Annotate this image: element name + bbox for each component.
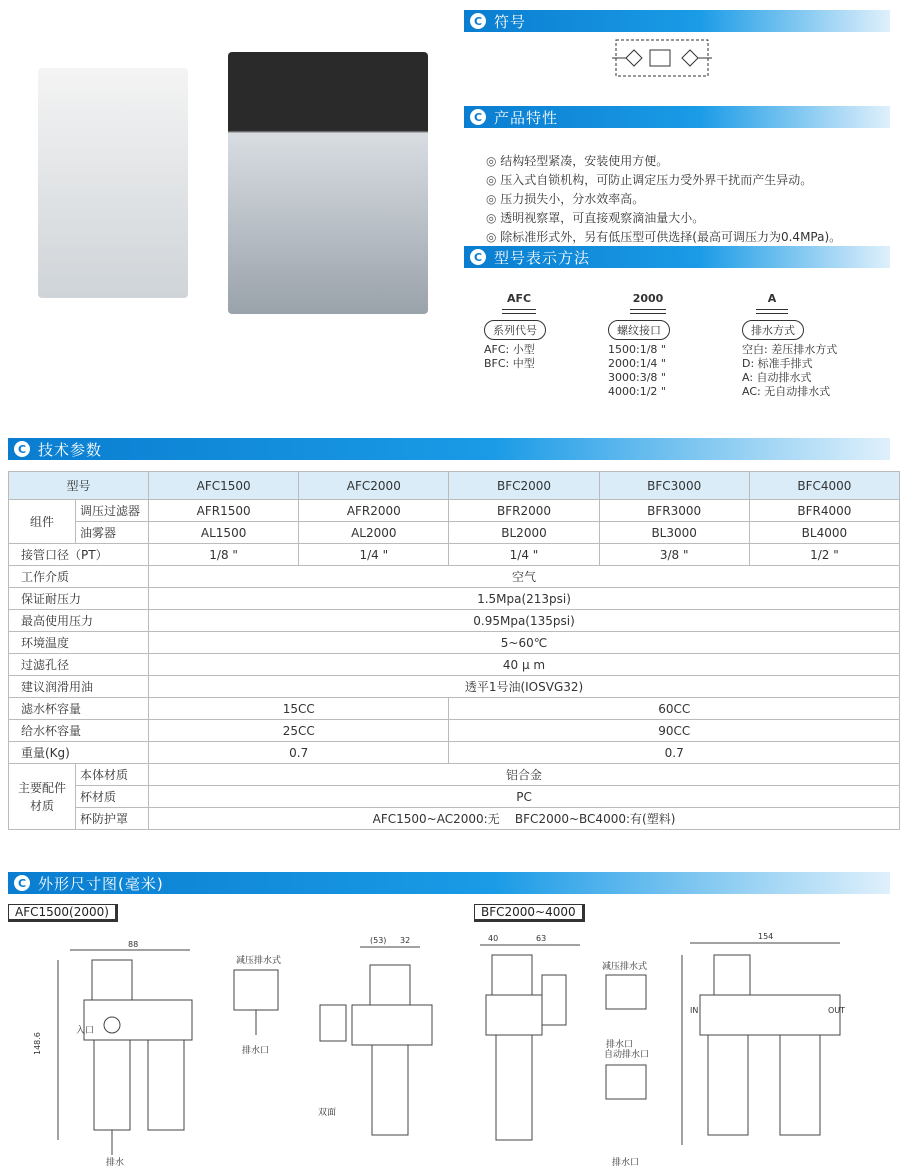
- svg-text:154: 154: [758, 932, 774, 941]
- row-label: 过滤孔径: [9, 654, 149, 676]
- row-sublabel: 调压过滤器: [75, 500, 148, 522]
- row-label: 建议润滑用油: [9, 676, 149, 698]
- cell: 0.7: [149, 742, 449, 764]
- model-option: D: 标准手排式: [742, 357, 813, 370]
- row-label: [9, 764, 76, 830]
- cell: 1.5Mpa(213psi): [149, 588, 900, 610]
- model-option: BFC: 中型: [484, 357, 535, 370]
- row-label: 保证耐压力: [9, 588, 149, 610]
- header-cell: AFC2000: [299, 472, 449, 500]
- cell: BFR3000: [599, 500, 749, 522]
- cell: AFC1500~AC2000:无 BFC2000~BC4000:有(塑料): [149, 808, 900, 830]
- svg-text:减压排水式: 减压排水式: [602, 962, 648, 972]
- row-label: 接管口径（PT）: [9, 544, 149, 566]
- model-code: A: [767, 292, 777, 305]
- section-header-symbol: [464, 10, 890, 32]
- row-label: 工作介质: [9, 566, 149, 588]
- section-c-icon: C: [470, 109, 486, 125]
- model-code: 2000: [632, 292, 664, 305]
- table-row: [9, 544, 900, 566]
- cell: 1/2 ": [749, 544, 899, 566]
- row-label: 最高使用压力: [9, 610, 149, 632]
- row-sublabel: 杯材质: [75, 786, 148, 808]
- feature-item: ◎ 压力损失小，分水效率高。: [486, 190, 841, 209]
- model-option: 3000:3/8 ": [608, 371, 666, 384]
- svg-text:40: 40: [488, 934, 499, 943]
- product-photo-large-unit: [228, 52, 428, 314]
- table-row: [9, 764, 900, 786]
- label-line: 材质: [29, 798, 54, 813]
- cell: AFR1500: [149, 500, 299, 522]
- cell: 5~60℃: [149, 632, 900, 654]
- cell: BL2000: [449, 522, 599, 544]
- svg-text:OUT: OUT: [828, 1006, 846, 1015]
- section-c-icon: C: [470, 13, 486, 29]
- cell: AFR2000: [299, 500, 449, 522]
- table-row: [9, 698, 900, 720]
- model-option: A: 自动排水式: [742, 371, 812, 384]
- model-option: 4000:1/2 ": [608, 385, 666, 398]
- svg-text:减压排水式: 减压排水式: [236, 956, 282, 966]
- model-option: AFC: 小型: [484, 343, 535, 356]
- model-option: AC: 无自动排水式: [742, 385, 831, 398]
- svg-text:排水口: 排水口: [606, 1040, 634, 1050]
- table-row: [9, 808, 900, 830]
- cell: 1/4 ": [449, 544, 599, 566]
- cell: BL3000: [599, 522, 749, 544]
- model-part-series: [484, 292, 554, 371]
- row-sublabel: 本体材质: [75, 764, 148, 786]
- model-part-label: 排水方式: [742, 320, 804, 340]
- svg-text:IN: IN: [690, 1006, 699, 1015]
- svg-text:(53): (53): [370, 936, 387, 945]
- header-cell: 型号: [9, 472, 149, 500]
- cell: 25CC: [149, 720, 449, 742]
- row-sublabel: 杯防护罩: [75, 808, 148, 830]
- header-cell: BFC4000: [749, 472, 899, 500]
- feature-item: ◎ 透明视察罩，可直接观察滴油量大小。: [486, 209, 841, 228]
- table-row: [9, 676, 900, 698]
- cell: BFR2000: [449, 500, 599, 522]
- dim-label-bfc: BFC2000~4000: [474, 904, 585, 922]
- section-header-dims: [8, 872, 890, 894]
- model-option: 空白: 差压排水方式: [742, 343, 838, 356]
- model-part-drain: [742, 292, 862, 399]
- model-part-label: 系列代号: [484, 320, 546, 340]
- cell: 15CC: [149, 698, 449, 720]
- model-part-label: 螺纹接口: [608, 320, 670, 340]
- cell: 0.95Mpa(135psi): [149, 610, 900, 632]
- section-title: 型号表示方法: [494, 248, 591, 267]
- header-cell: BFC3000: [599, 472, 749, 500]
- section-c-icon: C: [470, 249, 486, 265]
- svg-text:自动排水口: 自动排水口: [604, 1050, 650, 1060]
- table-row: [9, 610, 900, 632]
- cell: BFR4000: [749, 500, 899, 522]
- row-label: 给水杯容量: [9, 720, 149, 742]
- label-line: 主要配件: [17, 780, 66, 795]
- section-header-model: [464, 246, 890, 268]
- cell: 3/8 ": [599, 544, 749, 566]
- table-header-row: [9, 472, 900, 500]
- svg-text:排水口: 排水口: [612, 1158, 640, 1167]
- section-c-icon: C: [14, 875, 30, 891]
- row-sublabel: 油雾器: [75, 522, 148, 544]
- svg-text:排水口: 排水口: [242, 1046, 270, 1056]
- feature-item: ◎ 除标准形式外，另有低压型可供选择(最高可调压力为0.4MPa)。: [486, 228, 841, 247]
- table-row: [9, 786, 900, 808]
- dim-88: 88: [128, 940, 139, 949]
- pneumatic-symbol-diagram: [612, 36, 712, 80]
- tech-spec-table: [8, 471, 900, 830]
- dim-label-afc: AFC1500(2000): [8, 904, 118, 922]
- table-row: [9, 500, 900, 522]
- cell: 1/4 ": [299, 544, 449, 566]
- section-title: 外形尺寸图(毫米): [38, 874, 164, 893]
- cell: 1/8 ": [149, 544, 299, 566]
- row-label: 滤水杯容量: [9, 698, 149, 720]
- row-label: 环境温度: [9, 632, 149, 654]
- section-title: 产品特性: [494, 108, 559, 127]
- cell: BL4000: [749, 522, 899, 544]
- section-header-features: [464, 106, 890, 128]
- dimension-drawings: [0, 925, 900, 1167]
- cell: 透平1号油(IOSVG32): [149, 676, 900, 698]
- svg-text:63: 63: [536, 934, 547, 943]
- cell: 60CC: [449, 698, 900, 720]
- cell: 0.7: [449, 742, 900, 764]
- cell: PC: [149, 786, 900, 808]
- features-list: [486, 152, 841, 247]
- svg-text:双面: 双面: [318, 1108, 337, 1118]
- cell: AL1500: [149, 522, 299, 544]
- table-row: [9, 654, 900, 676]
- table-row: [9, 522, 900, 544]
- product-photo-small-unit: [38, 68, 188, 298]
- table-row: [9, 632, 900, 654]
- table-row: [9, 742, 900, 764]
- model-option: 2000:1/4 ": [608, 357, 666, 370]
- svg-text:32: 32: [400, 936, 411, 945]
- svg-text:148.6: 148.6: [33, 1032, 42, 1055]
- cell: 空气: [149, 566, 900, 588]
- table-row: [9, 588, 900, 610]
- row-label: 重量(Kg): [9, 742, 149, 764]
- table-row: [9, 720, 900, 742]
- feature-item: ◎ 结构轻型紧凑，安装使用方便。: [486, 152, 841, 171]
- model-option: 1500:1/8 ": [608, 343, 666, 356]
- section-c-icon: C: [14, 441, 30, 457]
- cell: 40 μ m: [149, 654, 900, 676]
- section-title: 符号: [494, 12, 527, 31]
- table-row: [9, 566, 900, 588]
- svg-text:入口: 入口: [76, 1026, 95, 1036]
- header-cell: BFC2000: [449, 472, 599, 500]
- section-header-tech: [8, 438, 890, 460]
- cell: AL2000: [299, 522, 449, 544]
- cell: 铝合金: [149, 764, 900, 786]
- header-cell: AFC1500: [149, 472, 299, 500]
- feature-item: ◎ 压入式自锁机构，可防止调定压力受外界干扰而产生异动。: [486, 171, 841, 190]
- model-part-thread: [608, 292, 688, 399]
- section-title: 技术参数: [38, 440, 103, 459]
- model-code: AFC: [506, 292, 532, 305]
- row-label: 组件: [9, 500, 76, 544]
- cell: 90CC: [449, 720, 900, 742]
- svg-text:排水: 排水: [106, 1158, 125, 1167]
